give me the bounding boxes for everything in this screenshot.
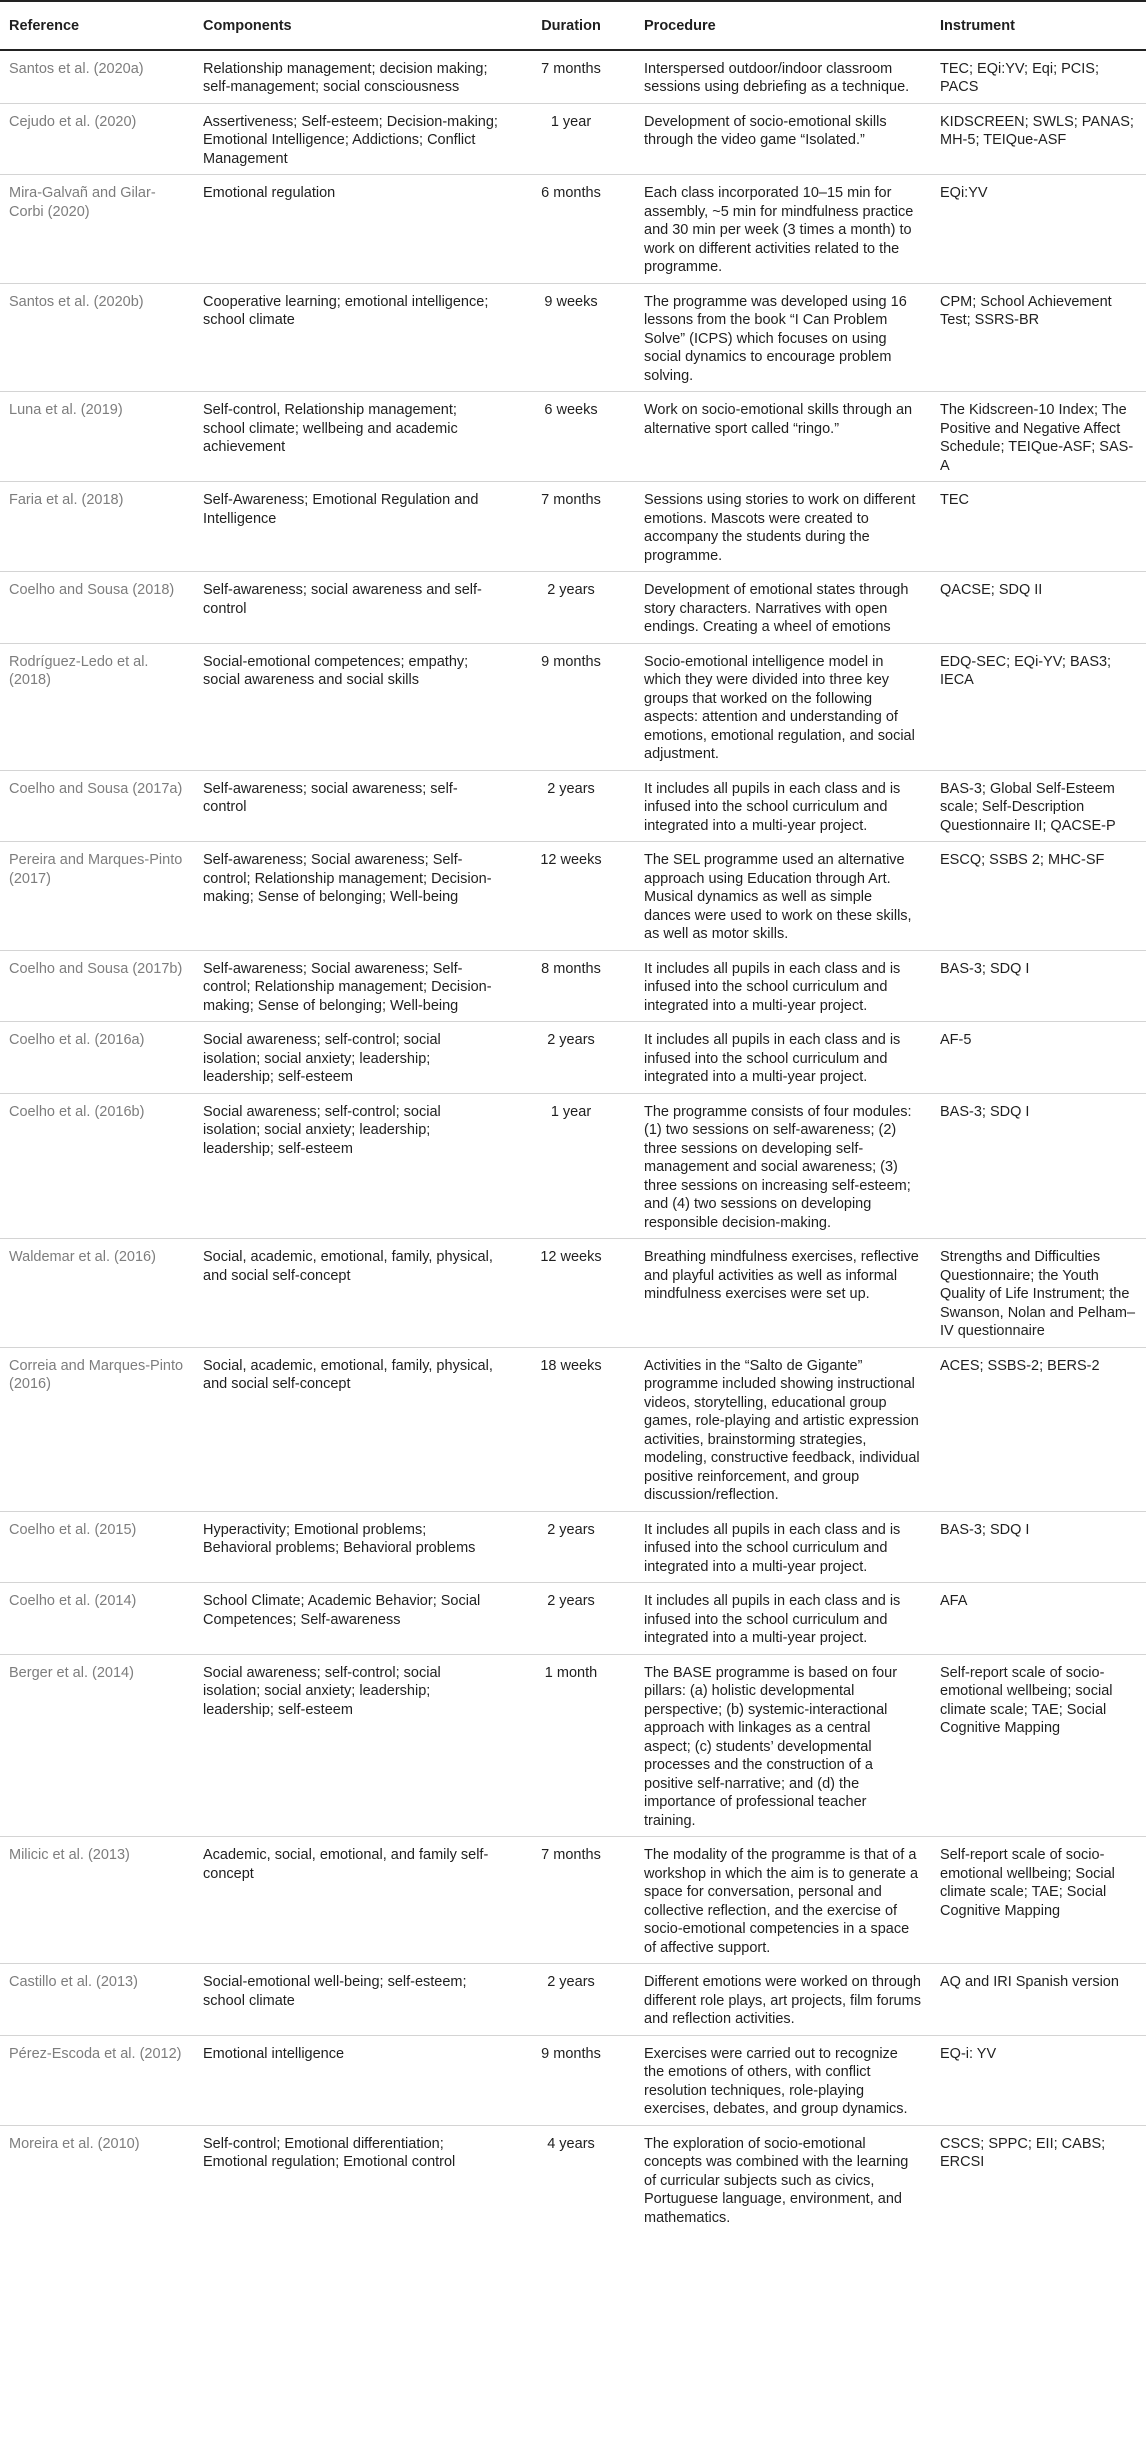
table-row xyxy=(0,1964,1146,2036)
cell-instrument: EQ-i: YV xyxy=(931,2035,1146,2125)
cell-components: Social-emotional competences; empathy; social awareness and social skills xyxy=(194,643,508,770)
cell-instrument: BAS-3; SDQ I xyxy=(931,1511,1146,1583)
table-row xyxy=(0,1347,1146,1511)
table-row xyxy=(0,643,1146,770)
cell-components: Self-Awareness; Emotional Regulation and Intelligence xyxy=(194,482,508,572)
cell-duration: 9 weeks xyxy=(508,283,635,392)
cell-components: Self-awareness; Social awareness; Self-control; Relationship management; Decision-making; Sense of belonging; Well-being xyxy=(194,842,508,951)
table-row xyxy=(0,283,1146,392)
cell-instrument: BAS-3; SDQ I xyxy=(931,1093,1146,1239)
cell-components: Social, academic, emotional, family, physical, and social self-concept xyxy=(194,1239,508,1348)
cell-procedure: The modality of the programme is that of a workshop in which the aim is to generate a space for conversation, personal and collective reflection, and the exercise of socio-emotional competencies in a space of affective support. xyxy=(635,1837,931,1964)
cell-procedure: Breathing mindfulness exercises, reflective and playful activities as well as informal mindfulness exercises were set up. xyxy=(635,1239,931,1348)
table-row xyxy=(0,1093,1146,1239)
cell-duration: 2 years xyxy=(508,1583,635,1655)
cell-instrument: Strengths and Difficulties Questionnaire; the Youth Quality of Life Instrument; the Swanson, Nolan and Pelham–IV questionnaire xyxy=(931,1239,1146,1348)
cell-duration: 2 years xyxy=(508,1964,635,2036)
cell-procedure: It includes all pupils in each class and is infused into the school curriculum and integrated into a multi-year project. xyxy=(635,950,931,1022)
cell-instrument: ACES; SSBS-2; BERS-2 xyxy=(931,1347,1146,1511)
cell-procedure: Socio-emotional intelligence model in which they were divided into three key groups that worked on the following aspects: attention and understanding of emotions, emotional regulation, and social adjustment. xyxy=(635,643,931,770)
cell-duration: 4 years xyxy=(547,2135,595,2152)
cell-instrument: QACSE; SDQ II xyxy=(931,572,1146,644)
table-row xyxy=(0,770,1146,842)
cell-instrument: CSCS; SPPC; EII; CABS; ERCSI xyxy=(940,2135,1106,2170)
cell-procedure: Work on socio-emotional skills through an alternative sport called “ringo.” xyxy=(635,392,931,482)
cell-instrument: ESCQ; SSBS 2; MHC-SF xyxy=(931,842,1146,951)
cell-components: Social-emotional well-being; self-esteem; school climate xyxy=(194,1964,508,2036)
table-row xyxy=(0,1583,1146,1655)
cell-procedure: It includes all pupils in each class and is infused into the school curriculum and integrated into a multi-year project. xyxy=(635,1511,931,1583)
cell-components: Hyperactivity; Emotional problems; Behavioral problems; Behavioral problems xyxy=(194,1511,508,1583)
cell-reference: Luna et al. (2019) xyxy=(0,392,194,482)
table-row xyxy=(0,1511,1146,1583)
cell-reference: Santos et al. (2020a) xyxy=(0,50,194,104)
cell-instrument: BAS-3; SDQ I xyxy=(931,950,1146,1022)
table-row xyxy=(0,1022,1146,1094)
table-row xyxy=(0,175,1146,284)
cell-components: Self-awareness; social awareness and self-control xyxy=(194,572,508,644)
cell-duration: 7 months xyxy=(508,1837,635,1964)
cell-duration: 7 months xyxy=(508,50,635,104)
cell-components: Cooperative learning; emotional intelligence; school climate xyxy=(194,283,508,392)
table-row xyxy=(0,2035,1146,2125)
cell-duration: 12 weeks xyxy=(508,842,635,951)
cell-reference: Coelho et al. (2015) xyxy=(0,1511,194,1583)
cell-reference: Mira-Galvañ and Gilar-Corbi (2020) xyxy=(0,175,194,284)
table-row xyxy=(0,1837,1146,1964)
cell-reference: Correia and Marques-Pinto (2016) xyxy=(0,1347,194,1511)
cell-reference: Faria et al. (2018) xyxy=(0,482,194,572)
cell-instrument: Self-report scale of socio-emotional wellbeing; social climate scale; TAE; Social Cognitive Mapping xyxy=(931,1654,1146,1837)
cell-procedure: Development of emotional states through story characters. Narratives with open endings. Creating a wheel of emotions xyxy=(635,572,931,644)
cell-reference: Rodríguez-Ledo et al. (2018) xyxy=(0,643,194,770)
table-header xyxy=(0,1,1146,50)
cell-components: Emotional regulation xyxy=(194,175,508,284)
header-reference: Reference xyxy=(0,1,194,50)
cell-instrument: KIDSCREEN; SWLS; PANAS; MH-5; TEIQue-ASF xyxy=(931,103,1146,175)
cell-procedure: It includes all pupils in each class and is infused into the school curriculum and integrated into a multi-year project. xyxy=(635,1022,931,1094)
cell-procedure: Sessions using stories to work on different emotions. Mascots were created to accompany the students during the programme. xyxy=(635,482,931,572)
table-row xyxy=(0,2125,1146,2233)
table-row xyxy=(0,50,1146,104)
cell-procedure: Development of socio-emotional skills through the video game “Isolated.” xyxy=(635,103,931,175)
cell-reference: Coelho and Sousa (2017b) xyxy=(0,950,194,1022)
cell-procedure: It includes all pupils in each class and is infused into the school curriculum and integrated into a multi-year project. xyxy=(635,770,931,842)
cell-duration: 9 months xyxy=(508,643,635,770)
cell-components: Assertiveness; Self-esteem; Decision-making; Emotional Intelligence; Addictions; Conflict Management xyxy=(194,103,508,175)
header-instrument: Instrument xyxy=(931,1,1146,50)
cell-components: Self-awareness; Social awareness; Self-control; Relationship management; Decision-making; Sense of belonging; Well-being xyxy=(194,950,508,1022)
cell-duration: 2 years xyxy=(508,572,635,644)
cell-duration: 12 weeks xyxy=(508,1239,635,1348)
cell-reference: Cejudo et al. (2020) xyxy=(0,103,194,175)
table-row xyxy=(0,842,1146,951)
header-components: Components xyxy=(194,1,508,50)
cell-procedure: Activities in the “Salto de Gigante” programme included showing instructional videos, storytelling, educational group games, role-playing and artistic expression activities, brainstorming strategies, modeling, constructive feedback, individual positive reinforcement, and group discussion/reflection. xyxy=(635,1347,931,1511)
table-row xyxy=(0,950,1146,1022)
cell-components: Social awareness; self-control; social isolation; social anxiety; leadership; leadership; self-esteem xyxy=(194,1093,508,1239)
cell-instrument: The Kidscreen-10 Index; The Positive and Negative Affect Schedule; TEIQue-ASF; SAS-A xyxy=(931,392,1146,482)
cell-procedure: The programme consists of four modules: (1) two sessions on self-awareness; (2) three sessions on developing self-management and social awareness; (3) three sessions on increasing self-esteem; and (4) two sessions on developing responsible decision-making. xyxy=(635,1093,931,1239)
cell-reference: Waldemar et al. (2016) xyxy=(0,1239,194,1348)
table-row xyxy=(0,1654,1146,1837)
cell-duration: 2 years xyxy=(508,770,635,842)
cell-instrument: AFA xyxy=(931,1583,1146,1655)
cell-duration: 2 years xyxy=(508,1022,635,1094)
table-row xyxy=(0,482,1146,572)
cell-instrument: TEC xyxy=(931,482,1146,572)
cell-procedure: The SEL programme used an alternative approach using Education through Art. Musical dynamics as well as simple dances were used to work on these skills, as well as motor skills. xyxy=(635,842,931,951)
header-procedure: Procedure xyxy=(635,1,931,50)
table-row xyxy=(0,1239,1146,1348)
cell-reference: Pereira and Marques-Pinto (2017) xyxy=(0,842,194,951)
cell-components: Emotional intelligence xyxy=(194,2035,508,2125)
cell-procedure: Different emotions were worked on through different role plays, art projects, film forums and reflection activities. xyxy=(635,1964,931,2036)
cell-components: Social awareness; self-control; social isolation; social anxiety; leadership; leadership; self-esteem xyxy=(194,1654,508,1837)
cell-reference: Moreira et al. (2010) xyxy=(9,2135,140,2152)
cell-procedure: Each class incorporated 10–15 min for assembly, ~5 min for mindfulness practice and 30 min per week (3 times a month) to work on different activities related to the programme. xyxy=(635,175,931,284)
cell-reference: Coelho et al. (2016b) xyxy=(0,1093,194,1239)
cell-components: Social awareness; self-control; social isolation; social anxiety; leadership; leadership; self-esteem xyxy=(194,1022,508,1094)
cell-duration: 2 years xyxy=(508,1511,635,1583)
cell-instrument: CPM; School Achievement Test; SSRS-BR xyxy=(931,283,1146,392)
table-row xyxy=(0,103,1146,175)
cell-duration: 1 year xyxy=(508,1093,635,1239)
cell-components: Self-control; Emotional differentiation; Emotional regulation; Emotional control xyxy=(203,2135,456,2170)
cell-components: Self-awareness; social awareness; self-control xyxy=(194,770,508,842)
cell-reference: Coelho et al. (2016a) xyxy=(0,1022,194,1094)
cell-procedure: The BASE programme is based on four pillars: (a) holistic developmental perspective; (b) systemic-interactional approach with linkages as a central aspect; (c) students’ developmental processes and the construction of a positive self-narrative; and (d) the importance of professional teacher training. xyxy=(635,1654,931,1837)
cell-duration: 7 months xyxy=(508,482,635,572)
cell-procedure: It includes all pupils in each class and is infused into the school curriculum and integrated into a multi-year project. xyxy=(635,1583,931,1655)
cell-procedure: The exploration of socio-emotional concepts was combined with the learning of curricular subjects such as civics, Portuguese language, environment, and mathematics. xyxy=(644,2135,909,2226)
cell-reference: Berger et al. (2014) xyxy=(0,1654,194,1837)
header-row xyxy=(0,1,1146,50)
cell-procedure: Interspersed outdoor/indoor classroom sessions using debriefing as a technique. xyxy=(635,50,931,104)
cell-instrument: EQi:YV xyxy=(931,175,1146,284)
cell-instrument: Self-report scale of socio-emotional wellbeing; Social climate scale; TAE; Social Cognitive Mapping xyxy=(931,1837,1146,1964)
cell-duration: 1 month xyxy=(508,1654,635,1837)
cell-instrument: TEC; EQi:YV; Eqi; PCIS; PACS xyxy=(931,50,1146,104)
table-row xyxy=(0,392,1146,482)
cell-duration: 1 year xyxy=(508,103,635,175)
cell-components: School Climate; Academic Behavior; Social Competences; Self-awareness xyxy=(194,1583,508,1655)
cell-duration: 6 weeks xyxy=(508,392,635,482)
cell-instrument: AF-5 xyxy=(931,1022,1146,1094)
cell-instrument: AQ and IRI Spanish version xyxy=(931,1964,1146,2036)
cell-reference: Pérez-Escoda et al. (2012) xyxy=(0,2035,194,2125)
cell-procedure: Exercises were carried out to recognize the emotions of others, with conflict resolution techniques, role-playing exercises, debates, and group dynamics. xyxy=(635,2035,931,2125)
cell-components: Academic, social, emotional, and family self-concept xyxy=(194,1837,508,1964)
table-body xyxy=(0,50,1146,2234)
cell-components: Relationship management; decision making; self-management; social consciousness xyxy=(194,50,508,104)
table-row xyxy=(0,572,1146,644)
cell-duration: 18 weeks xyxy=(508,1347,635,1511)
cell-reference: Coelho et al. (2014) xyxy=(0,1583,194,1655)
cell-procedure: The programme was developed using 16 lessons from the book “I Can Problem Solve” (ICPS) which focuses on using social dynamics to encourage problem solving. xyxy=(635,283,931,392)
cell-components: Self-control, Relationship management; school climate; wellbeing and academic achievement xyxy=(194,392,508,482)
cell-duration: 9 months xyxy=(508,2035,635,2125)
cell-reference: Milicic et al. (2013) xyxy=(0,1837,194,1964)
cell-reference: Castillo et al. (2013) xyxy=(0,1964,194,2036)
cell-components: Social, academic, emotional, family, physical, and social self-concept xyxy=(194,1347,508,1511)
header-duration: Duration xyxy=(508,1,635,50)
cell-duration: 6 months xyxy=(508,175,635,284)
cell-duration: 8 months xyxy=(508,950,635,1022)
cell-instrument: BAS-3; Global Self-Esteem scale; Self-Description Questionnaire II; QACSE-P xyxy=(931,770,1146,842)
cell-instrument: EDQ-SEC; EQi-YV; BAS3; IECA xyxy=(931,643,1146,770)
cell-reference: Santos et al. (2020b) xyxy=(0,283,194,392)
cell-reference: Coelho and Sousa (2017a) xyxy=(0,770,194,842)
cell-reference: Coelho and Sousa (2018) xyxy=(0,572,194,644)
